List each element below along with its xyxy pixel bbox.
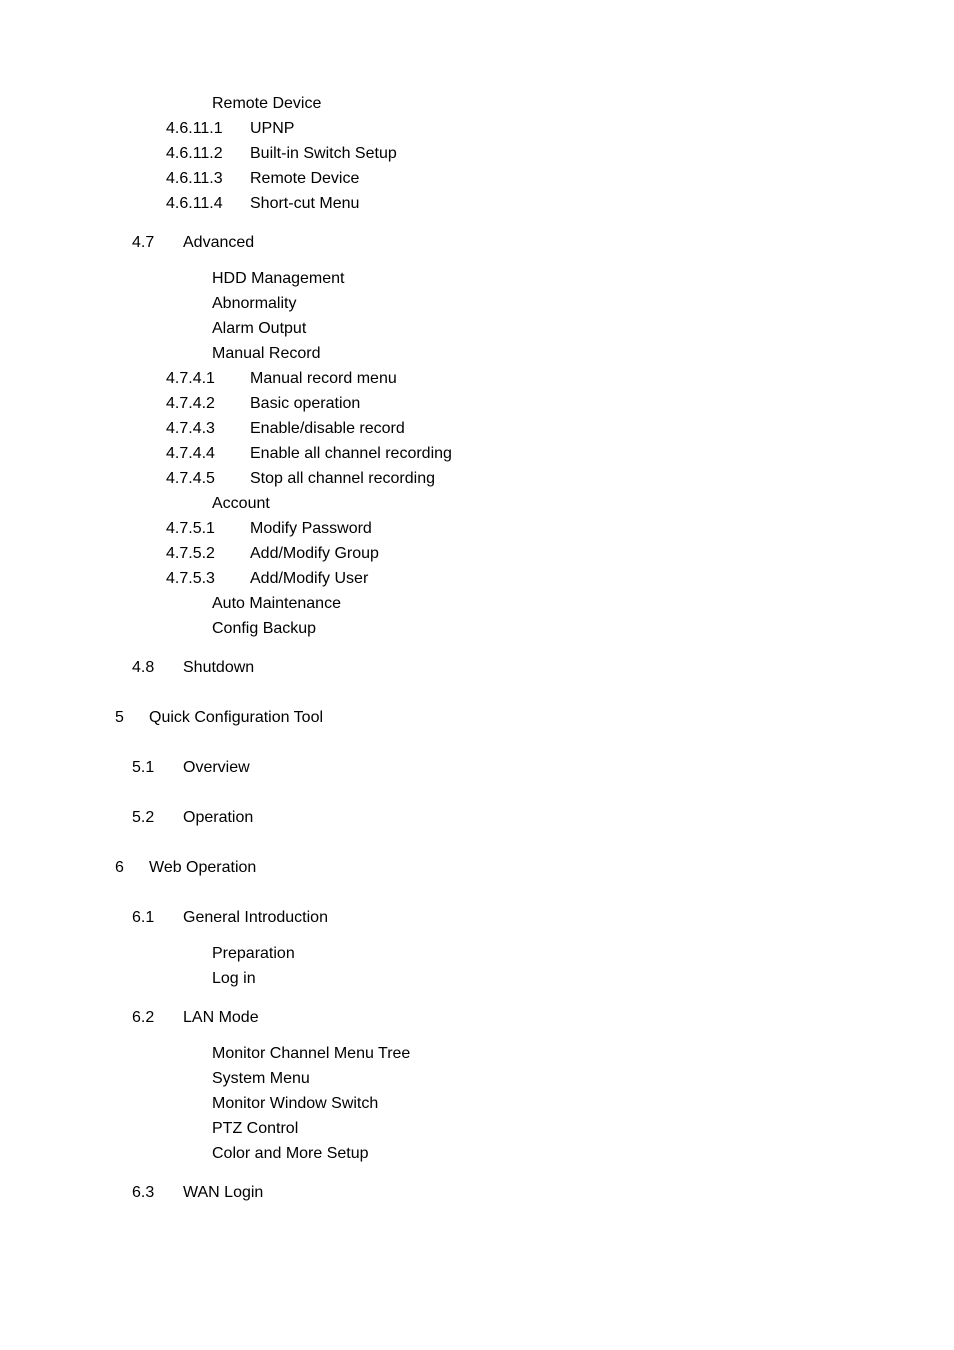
toc-entry[interactable] [0, 968, 954, 990]
toc-entry-title: Manual record menu [250, 370, 397, 387]
toc-entry[interactable] [0, 568, 954, 590]
toc-entry-title: Remote Device [212, 95, 322, 112]
toc-entry-title: UPNP [250, 120, 295, 137]
toc-entry-title: Short-cut Menu [250, 195, 360, 212]
toc-entry[interactable] [0, 543, 954, 565]
toc-entry[interactable] [0, 907, 954, 929]
toc-entry[interactable] [0, 857, 954, 879]
toc-entry-title: Monitor Window Switch [212, 1095, 379, 1112]
toc-entry[interactable] [0, 118, 954, 140]
toc-entry[interactable] [0, 418, 954, 440]
toc-entry-number: 5.1 [132, 759, 155, 776]
toc-entry[interactable] [0, 143, 954, 165]
toc-entry-title: Quick Configuration Tool [149, 709, 324, 726]
toc-entry[interactable] [0, 518, 954, 540]
toc-entry[interactable] [0, 93, 954, 115]
toc-entry[interactable] [0, 1007, 954, 1029]
toc-entry[interactable] [0, 657, 954, 679]
toc-entry-title: Advanced [183, 234, 255, 251]
toc-entry[interactable] [0, 193, 954, 215]
toc-entry-title: Modify Password [250, 520, 372, 537]
toc-entry-title: Abnormality [212, 295, 297, 312]
toc-entry-number: 4.7.4.5 [166, 470, 215, 487]
toc-entry-number: 5.2 [132, 809, 155, 826]
toc-entry[interactable] [0, 618, 954, 640]
toc-entry-title: System Menu [212, 1070, 310, 1087]
toc-entry-number: 5 [115, 709, 124, 726]
toc-entry-number: 4.6.11.1 [166, 120, 223, 137]
toc-entry-number: 4.7 [132, 234, 155, 251]
toc-entry[interactable] [0, 593, 954, 615]
toc-entry-number: 4.6.11.3 [166, 170, 223, 187]
toc-entry-number: 4.7.5.1 [166, 520, 215, 537]
toc-entry-title: Stop all channel recording [250, 470, 436, 487]
toc-entry[interactable] [0, 1043, 954, 1065]
toc-entry-title: Account [212, 495, 270, 512]
toc-entry-title: WAN Login [183, 1184, 264, 1201]
toc-entry-number: 4.7.4.3 [166, 420, 215, 437]
toc-entry-number: 6.2 [132, 1009, 155, 1026]
toc-entry[interactable] [0, 318, 954, 340]
toc-entry-title: Enable/disable record [250, 420, 405, 437]
toc-entry[interactable] [0, 1093, 954, 1115]
toc-entry-title: Config Backup [212, 620, 317, 637]
toc-entry[interactable] [0, 707, 954, 729]
toc-entry[interactable] [0, 807, 954, 829]
toc-entry-number: 6 [115, 859, 124, 876]
toc-entry-title: Web Operation [149, 859, 257, 876]
toc-entry[interactable] [0, 1068, 954, 1090]
toc-entry-title: Basic operation [250, 395, 361, 412]
toc-entry[interactable] [0, 468, 954, 490]
toc-entry-title: Auto Maintenance [212, 595, 341, 612]
toc-entry[interactable] [0, 757, 954, 779]
toc-entry-title: Alarm Output [212, 320, 307, 337]
toc-entry-number: 4.7.4.2 [166, 395, 215, 412]
toc-entry[interactable] [0, 268, 954, 290]
toc-entry-number: 4.7.4.4 [166, 445, 215, 462]
toc-entry-title: Manual Record [212, 345, 321, 362]
toc-entry-number: 4.8 [132, 659, 155, 676]
toc-entry-title: LAN Mode [183, 1009, 259, 1026]
toc-entry-number: 4.7.4.1 [166, 370, 215, 387]
toc-entry-title: Monitor Channel Menu Tree [212, 1045, 411, 1062]
toc-entry[interactable] [0, 168, 954, 190]
toc-entry[interactable] [0, 493, 954, 515]
toc-entry-title: Operation [183, 809, 254, 826]
toc-entry-title: Preparation [212, 945, 295, 962]
toc-entry-title: Enable all channel recording [250, 445, 452, 462]
toc-entry-title: Add/Modify Group [250, 545, 379, 562]
toc-entry-number: 4.6.11.2 [166, 145, 223, 162]
toc-entry[interactable] [0, 1143, 954, 1165]
toc-entry[interactable] [0, 443, 954, 465]
toc-entry[interactable] [0, 232, 954, 254]
toc-entry-title: Log in [212, 970, 256, 987]
toc-entry-title: Built-in Switch Setup [250, 145, 397, 162]
toc-entry[interactable] [0, 293, 954, 315]
toc-entry[interactable] [0, 943, 954, 965]
toc-entry-title: Color and More Setup [212, 1145, 369, 1162]
toc-entry-number: 6.3 [132, 1184, 155, 1201]
toc-entry-title: HDD Management [212, 270, 345, 287]
toc-entry[interactable] [0, 1118, 954, 1140]
toc-entry[interactable] [0, 1182, 954, 1204]
toc-entry-title: PTZ Control [212, 1120, 299, 1137]
toc-entry-number: 6.1 [132, 909, 155, 926]
toc-entry-title: Remote Device [250, 170, 360, 187]
toc-entry[interactable] [0, 368, 954, 390]
toc-entry[interactable] [0, 393, 954, 415]
toc-entry-number: 4.7.5.2 [166, 545, 215, 562]
toc-entry-title: Add/Modify User [250, 570, 369, 587]
toc-entry-title: Shutdown [183, 659, 255, 676]
toc-entry-title: Overview [183, 759, 250, 776]
toc-entry-number: 4.6.11.4 [166, 195, 223, 212]
toc-entry[interactable] [0, 343, 954, 365]
toc-entry-number: 4.7.5.3 [166, 570, 215, 587]
toc-entry-title: General Introduction [183, 909, 328, 926]
